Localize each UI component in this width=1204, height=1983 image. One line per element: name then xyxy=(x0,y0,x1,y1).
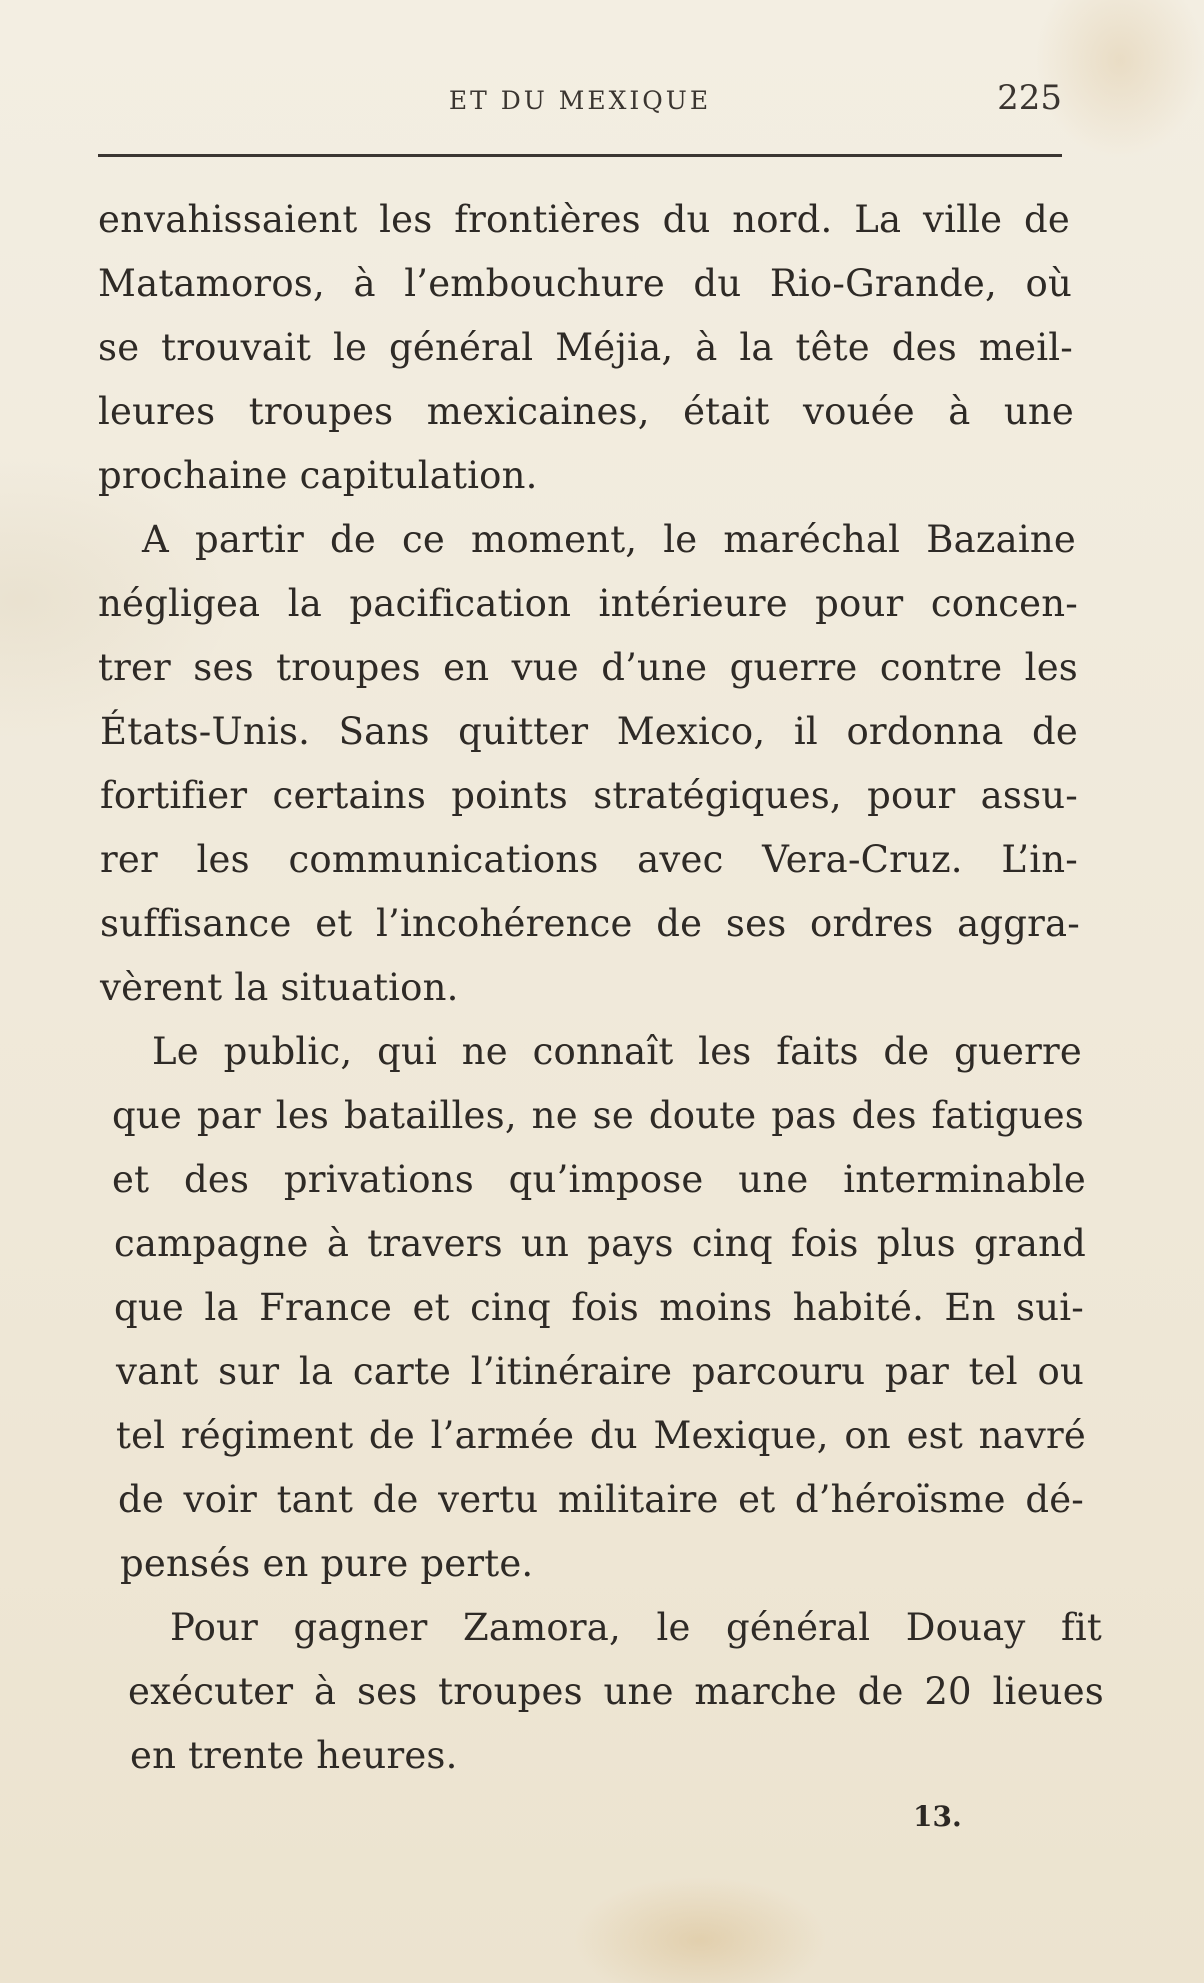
text-line: de voir tant de vertu militaire et d’héroïsme dé- xyxy=(118,1478,1084,1521)
text-line: en trente heures. xyxy=(130,1734,458,1777)
text-line: fortifier certains points stratégiques, pour assu- xyxy=(100,774,1078,817)
header-rule xyxy=(98,154,1062,157)
text-line: vèrent la situation. xyxy=(100,966,459,1009)
text-line: prochaine capitulation. xyxy=(98,454,538,497)
text-line: pensés en pure perte. xyxy=(120,1542,534,1585)
signature-mark: 13. xyxy=(913,1800,962,1833)
text-line: vant sur la carte l’itinéraire parcouru par tel ou xyxy=(116,1350,1084,1393)
text-line: Pour gagner Zamora, le général Douay fit xyxy=(170,1606,1102,1649)
text-line: négligea la pacification intérieure pour concen- xyxy=(98,582,1078,625)
text-line: que par les batailles, ne se doute pas des fatigues xyxy=(112,1094,1084,1137)
paragraph-4 xyxy=(98,1596,1104,1788)
body-text xyxy=(98,188,1104,1788)
paragraph-3 xyxy=(98,1020,1086,1596)
running-head xyxy=(98,78,1062,128)
text-line: trer ses troupes en vue d’une guerre contre les xyxy=(98,646,1078,689)
text-line: Le public, qui ne connaît les faits de guerre xyxy=(152,1030,1082,1073)
text-line: envahissaient les frontières du nord. La ville de xyxy=(98,198,1070,241)
text-line: A partir de ce moment, le maréchal Bazaine xyxy=(142,518,1076,561)
text-line: se trouvait le général Méjia, à la tête des meil- xyxy=(98,326,1073,369)
text-line: leures troupes mexicaines, était vouée à une xyxy=(98,390,1074,433)
text-line: exécuter à ses troupes une marche de 20 lieues xyxy=(128,1670,1104,1713)
page-number: 225 xyxy=(997,78,1062,118)
text-line: que la France et cinq fois moins habité. En sui- xyxy=(114,1286,1084,1329)
text-line: Matamoros, à l’embouchure du Rio-Grande, où xyxy=(98,262,1072,305)
running-head-title: ET DU MEXIQUE xyxy=(448,86,712,115)
paragraph-1 xyxy=(98,188,1078,508)
paragraph-2 xyxy=(98,508,1078,1020)
text-line: tel régiment de l’armée du Mexique, on est navré xyxy=(116,1414,1086,1457)
text-line: suffisance et l’incohérence de ses ordres aggra- xyxy=(100,902,1080,945)
text-line: États-Unis. Sans quitter Mexico, il ordonna de xyxy=(100,710,1078,753)
text-line: campagne à travers un pays cinq fois plus grand xyxy=(114,1222,1086,1265)
text-line: rer les communications avec Vera-Cruz. L’in- xyxy=(100,838,1078,881)
text-line: et des privations qu’impose une interminable xyxy=(112,1158,1086,1201)
